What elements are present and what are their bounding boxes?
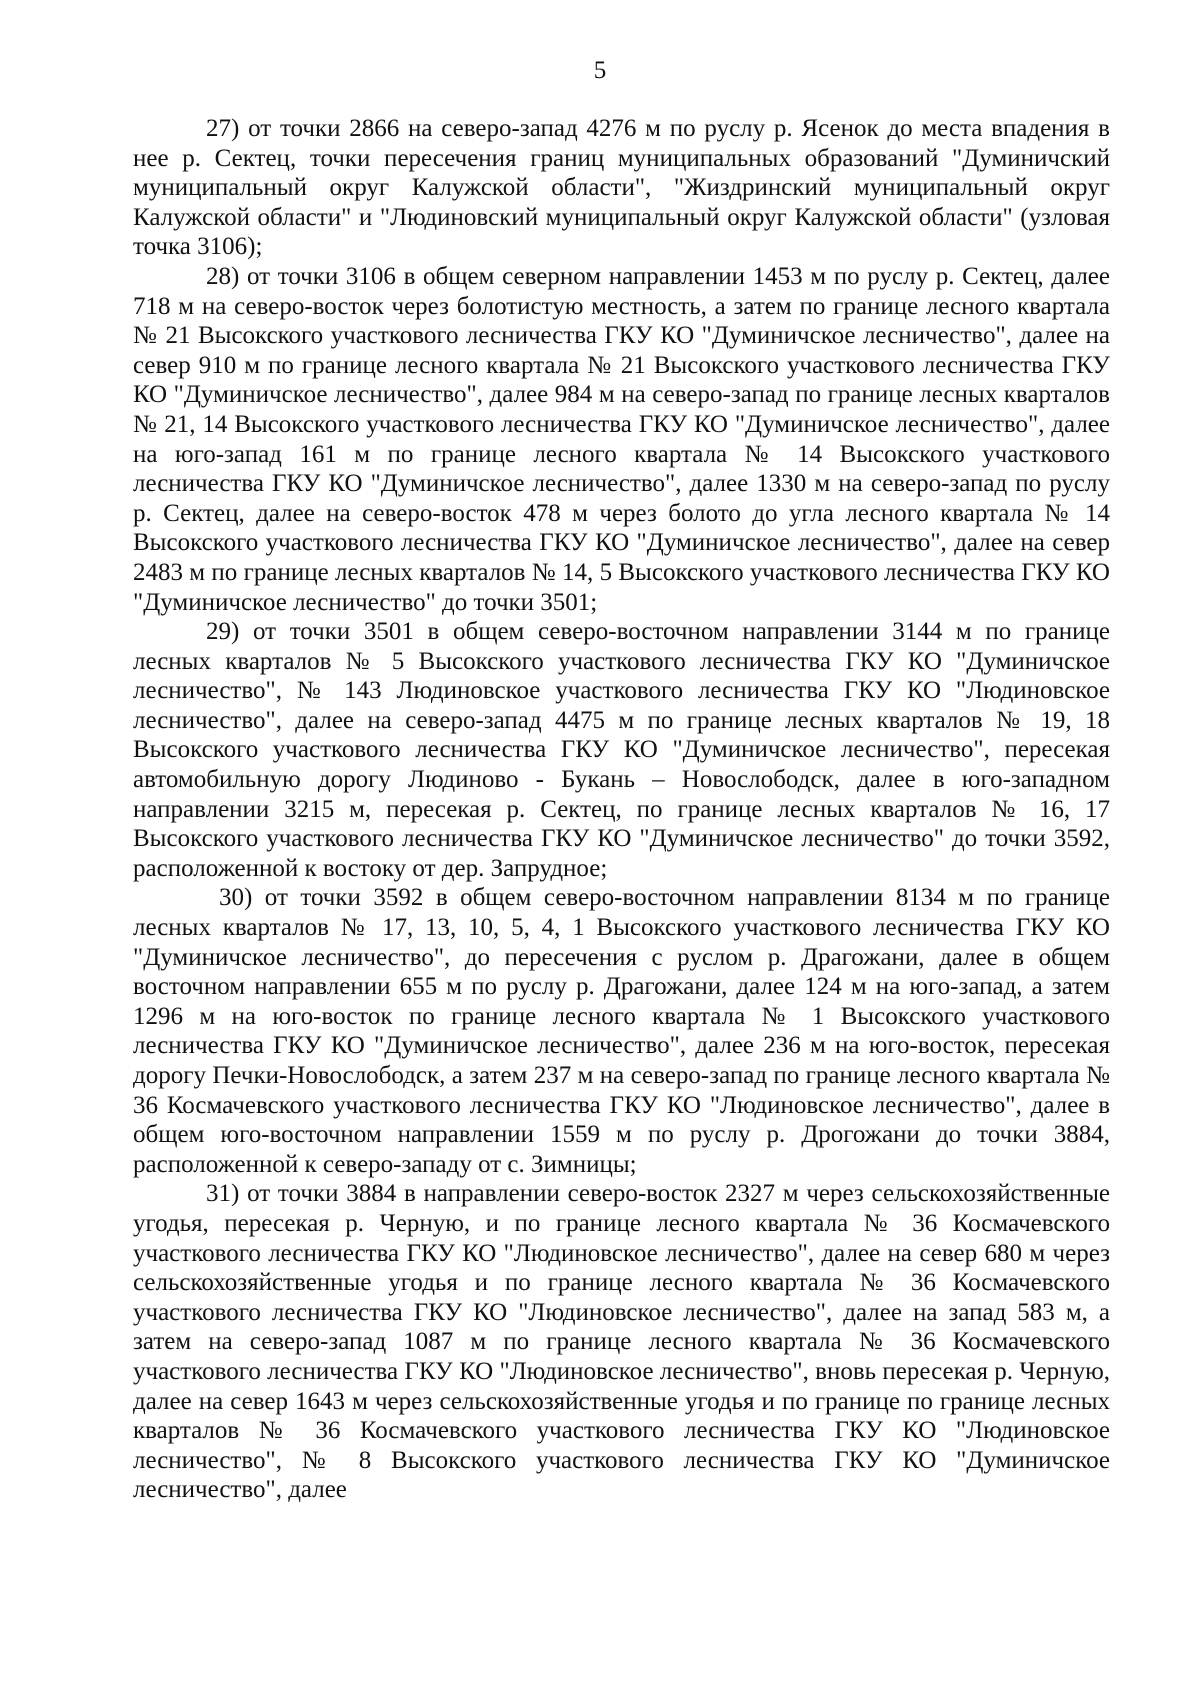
paragraph-31: 31) от точки 3884 в направлении северо-восток 2327 м через сельскохозяйственные угодья, пересекая р. Черную, и по границе лесного квартала № 36 Космачевского участкового лесничества ГКУ КО "Людиновское лесничество", далее на север 680 м через сельскохозяйственные угодья и по границе лесного квартала № 36 Космачевского участкового лесничества ГКУ КО "Людиновское лесничество", далее на запад 583 м, а затем на северо-запад 1087 м по границе лесного квартала № 36 Космачевского участкового лесничества ГКУ КО "Людиновское лесничество", вновь пересекая р. Черную, далее на север 1643 м через сельскохозяйственные угодья и по границе по границе лесных кварталов № 36 Космачевского участкового лесничества ГКУ КО "Людиновское лесничество", № 8 Высокского участкового лесничества ГКУ КО "Думиничское лесничество", далее <box>133 1180 1110 1504</box>
page-number: 5 <box>593 57 607 84</box>
document-body <box>133 114 1110 1505</box>
paragraph-28: 28) от точки 3106 в общем северном направлении 1453 м по руслу р. Сектец, далее 718 м на северо-восток через болотистую местность, а затем по границе лесного квартала № 21 Высокского участкового лесничества ГКУ КО "Думиничское лесничество", далее на север 910 м по границе лесного квартала № 21 Высокского участкового лесничества ГКУ КО "Думиничское лесничество", далее 984 м на северо-запад по границе лесных кварталов № 21, 14 Высокского участкового лесничества ГКУ КО "Думиничское лесничество", далее на юго-запад 161 м по границе лесного квартала № 14 Высокского участкового лесничества ГКУ КО "Думиничское лесничество", далее 1330 м на северо-запад по руслу р. Сектец, далее на северо-восток 478 м через болото до угла лесного квартала № 14 Высокского участкового лесничества ГКУ КО "Думиничское лесничество", далее на север 2483 м по границе лесных кварталов № 14, 5 Высокского участкового лесничества ГКУ КО "Думиничское лесничество" до точки 3501; <box>133 262 1110 616</box>
paragraph-27: 27) от точки 2866 на северо-запад 4276 м по руслу р. Ясенок до места впадения в нее р. Сектец, точки пересечения границ муниципальных образований "Думиничский муниципальный округ Калужской области", "Жиздринский муниципальный округ Калужской области" и "Людиновский муниципальный округ Калужской области" (узловая точка 3106); <box>133 115 1110 261</box>
paragraph-30: 30) от точки 3592 в общем северо-восточном направлении 8134 м по границе лесных кварталов № 17, 13, 10, 5, 4, 1 Высокского участкового лесничества ГКУ КО "Думиничское лесничество", до пересечения с руслом р. Драгожани, далее в общем восточном направлении 655 м по руслу р. Драгожани, далее 124 м на юго-запад, а затем 1296 м на юго-восток по границе лесного квартала № 1 Высокского участкового лесничества ГКУ КО "Думиничское лесничество", далее 236 м на юго-восток, пересекая дорогу Печки-Новослободск, а затем 237 м на северо-запад по границе лесного квартала № 36 Космачевского участкового лесничества ГКУ КО "Людиновское лесничество", далее в общем юго-восточном направлении 1559 м по руслу р. Дрогожани до точки 3884, расположенной к северо-западу от с. Зимницы; <box>133 884 1110 1178</box>
paragraph-29: 29) от точки 3501 в общем северо-восточном направлении 3144 м по границе лесных кварталов № 5 Высокского участкового лесничества ГКУ КО "Думиничское лесничество", № 143 Людиновское участкового лесничества ГКУ КО "Людиновское лесничество", далее на северо-запад 4475 м по границе лесных кварталов № 19, 18 Высокского участкового лесничества ГКУ КО "Думиничское лесничество", пересекая автомобильную дорогу Людиново - Букань – Новослободск, далее в юго-западном направлении 3215 м, пересекая р. Сектец, по границе лесных кварталов № 16, 17 Высокского участкового лесничества ГКУ КО "Думиничское лесничество" до точки 3592, расположенной к востоку от дер. Запрудное; <box>133 618 1110 882</box>
